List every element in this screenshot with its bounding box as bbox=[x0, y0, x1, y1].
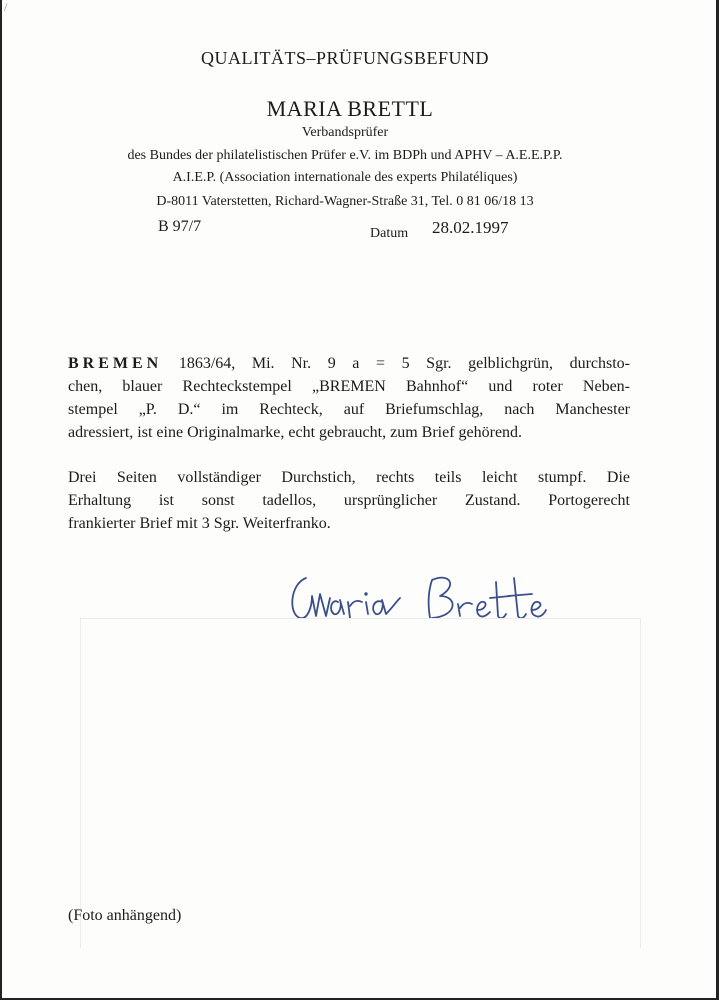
expert-role: Verbandsprüfer bbox=[301, 125, 389, 140]
expert-name: MARIA BRETTL bbox=[266, 96, 434, 121]
description-line-4: adressiert, ist eine Originalmarke, echt gebraucht, zum Brief gehörend. bbox=[68, 424, 523, 441]
stamp-origin: BREMEN bbox=[68, 355, 163, 372]
description-line-2: chen, blauer Rechteckstempel „BREMEN Bahnhof“ und roter Neben- bbox=[68, 378, 630, 395]
scan-artifact-mark: / bbox=[4, 0, 8, 14]
aiep-line: A.I.E.P. (Association internationale des experts Philatéliques) bbox=[172, 170, 518, 185]
handwritten-signature bbox=[282, 558, 552, 638]
reference-number: B 97/7 bbox=[158, 218, 202, 235]
description-line-1-text: 1863/64, Mi. Nr. 9 a = 5 Sgr. gelblichgrün, durchsto- bbox=[178, 355, 630, 372]
description-paragraph bbox=[68, 352, 630, 444]
condition-line-1: Drei Seiten vollständiger Durchstich, rechts teils leicht stumpf. Die bbox=[68, 469, 630, 486]
date-label: Datum bbox=[370, 226, 409, 241]
photo-attached-note: (Foto anhängend) bbox=[68, 907, 182, 924]
condition-line-3: frankierter Brief mit 3 Sgr. Weiterfranko. bbox=[68, 515, 331, 532]
description-line-1 bbox=[68, 352, 630, 375]
faint-guide-line bbox=[640, 618, 641, 948]
condition-line-2: Erhaltung ist sonst tadellos, ursprünglicher Zustand. Portogerecht bbox=[68, 492, 630, 509]
association-line: des Bundes der philatelistischen Prüfer e.V. im BDPh und APHV – A.E.E.P.P. bbox=[127, 148, 563, 163]
description-line-3: stempel „P. D.“ im Rechteck, auf Briefumschlag, nach Manchester bbox=[68, 401, 630, 418]
date-value: 28.02.1997 bbox=[432, 218, 509, 237]
certificate-title: QUALITÄTS–PRÜFUNGSBEFUND bbox=[200, 48, 490, 68]
condition-paragraph bbox=[68, 466, 630, 535]
faint-guide-line bbox=[80, 618, 640, 619]
faint-guide-line bbox=[80, 618, 81, 948]
address-line: D-8011 Vaterstetten, Richard-Wagner-Straße 31, Tel. 0 81 06/18 13 bbox=[156, 194, 534, 209]
